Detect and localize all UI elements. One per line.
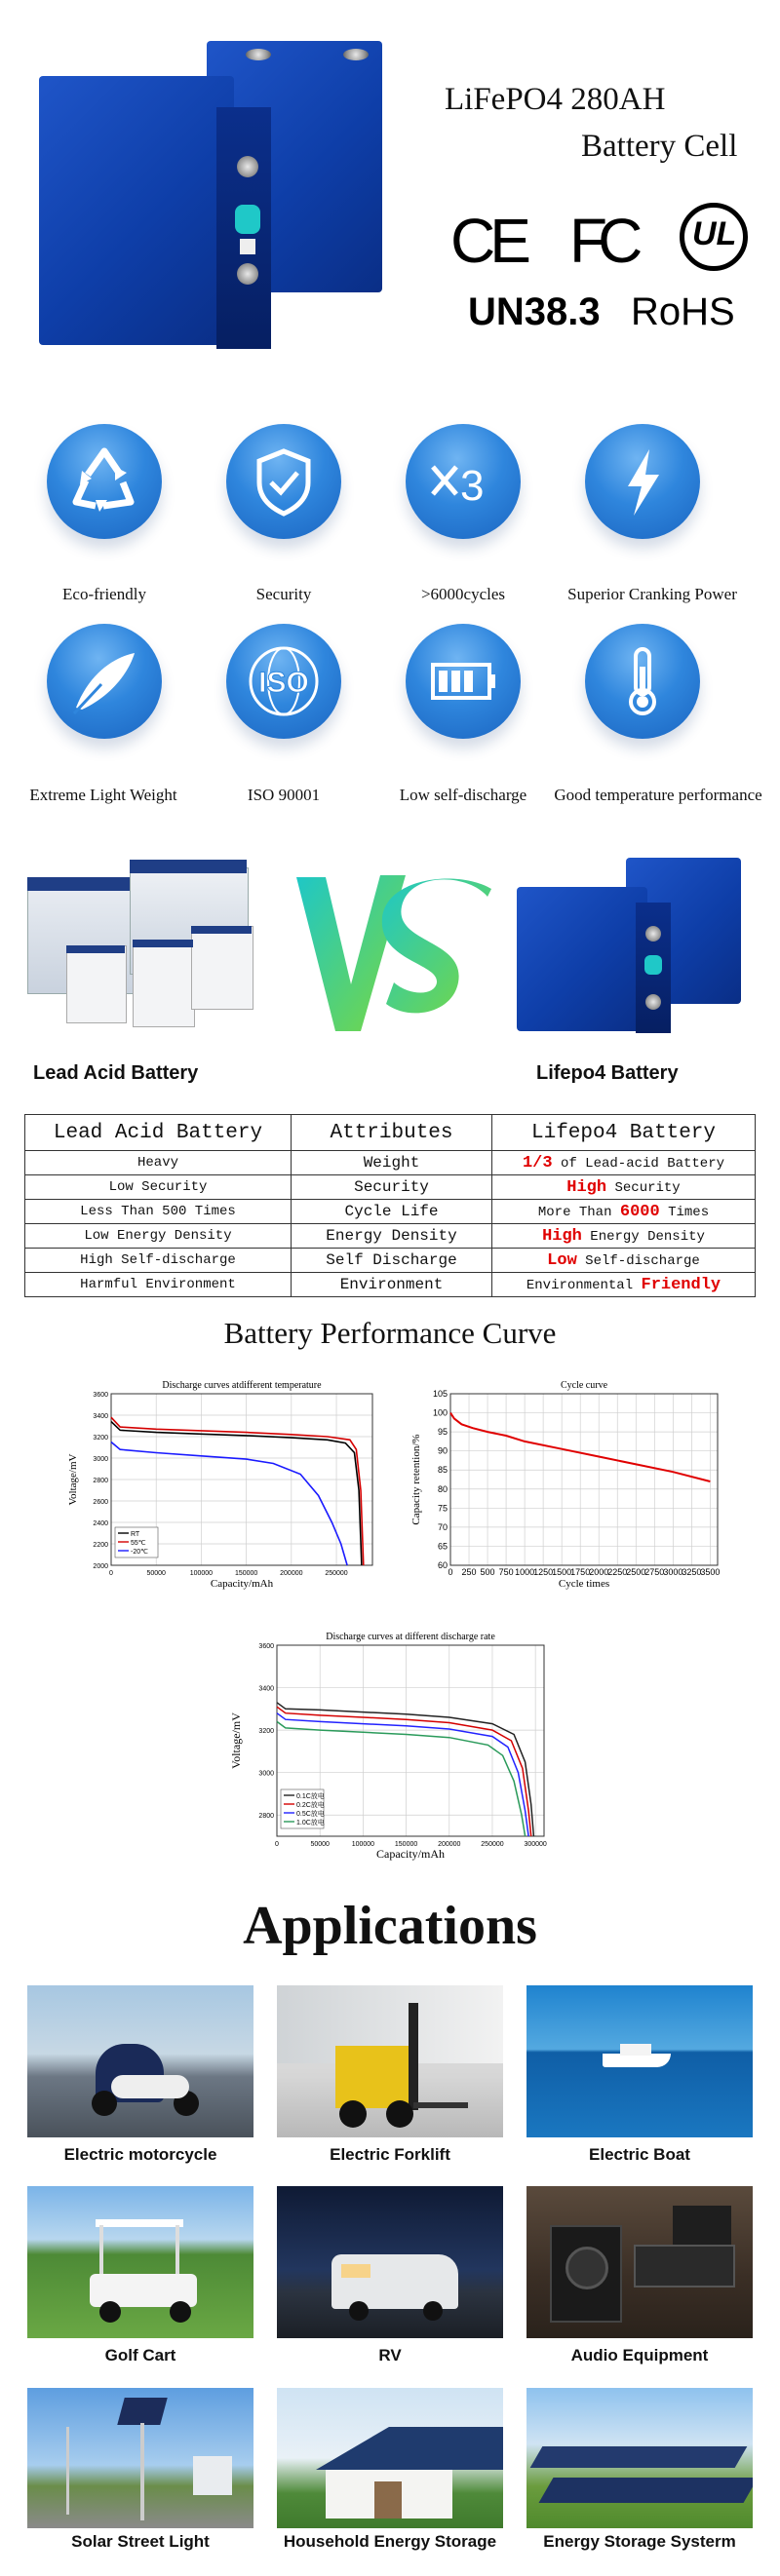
x-tick-label: 50000 (146, 1570, 166, 1577)
plot-frame (450, 1394, 718, 1565)
table-cell: Security (292, 1175, 492, 1200)
x-tick-label: 100000 (189, 1570, 214, 1577)
svg-text:3: 3 (460, 462, 485, 510)
table-row (25, 1200, 756, 1224)
svg-text:ISO: ISO (258, 667, 309, 699)
x-tick-label: 1500 (552, 1567, 572, 1577)
table-row (25, 1273, 756, 1297)
y-tick-label: 65 (437, 1541, 448, 1552)
x-tick-label: 250 (461, 1567, 477, 1577)
feature-label-selfdischarge: Low self-discharge (399, 786, 527, 804)
app-label-rv: RV (378, 2346, 402, 2365)
app-label-forklift: Electric Forklift (330, 2145, 450, 2164)
table-header-row (25, 1115, 756, 1151)
feature-label-light: Extreme Light Weight (29, 786, 177, 804)
highlight-text: High (566, 1177, 607, 1197)
fc-mark: FC (569, 206, 634, 276)
x-tick-label: 150000 (394, 1841, 418, 1848)
y-tick-label: 105 (432, 1389, 448, 1399)
table-row (25, 1224, 756, 1249)
y-axis-label: Capacity retention/% (410, 1434, 422, 1525)
lead-acid-caption: Lead Acid Battery (33, 1062, 199, 1084)
applications-title: Applications (243, 1896, 537, 1956)
legend-label: 1.0C放电 (296, 1820, 325, 1826)
performance-title: Battery Performance Curve (223, 1316, 557, 1350)
battery-cell-front (39, 76, 234, 345)
app-label-energy-storage: Energy Storage Systerm (543, 2532, 736, 2551)
feature-label-cranking: Superior Cranking Power (567, 585, 737, 603)
comparison-table (24, 1114, 756, 1297)
y-tick-label: 3600 (258, 1643, 274, 1650)
y-tick-label: 75 (437, 1503, 448, 1514)
y-tick-label: 2800 (93, 1478, 108, 1484)
legend-label: 55℃ (131, 1540, 146, 1547)
x-tick-label: 2000 (589, 1567, 609, 1577)
table-header-cell: Lifepo4 Battery (492, 1115, 756, 1151)
y-tick-label: 80 (437, 1483, 448, 1494)
x-tick-label: 500 (480, 1567, 495, 1577)
golf-cart-photo (27, 2186, 254, 2338)
y-tick-label: 3000 (258, 1770, 274, 1778)
shield-check-icon (226, 424, 341, 539)
lifepo4-caption: Lifepo4 Battery (536, 1062, 679, 1084)
x-tick-label: 50000 (310, 1841, 330, 1848)
lead-acid-battery-image (27, 858, 261, 1033)
app-label-household: Household Energy Storage (283, 2532, 497, 2551)
x-tick-label: 200000 (438, 1841, 461, 1848)
table-row (25, 1249, 756, 1273)
table-cell: High Self-discharge (25, 1249, 292, 1273)
feature-label-eco: Eco-friendly (62, 585, 146, 603)
x-tick-label: 2750 (644, 1567, 665, 1577)
y-tick-label: 70 (437, 1521, 448, 1532)
legend-label: -20℃ (131, 1549, 148, 1556)
highlight-text: Low (547, 1250, 577, 1270)
vent-valve-icon (235, 205, 260, 234)
battery-level-icon (406, 624, 521, 739)
x-tick-label: 0 (109, 1570, 113, 1577)
feature-label-temperature: Good temperature performance (554, 786, 762, 804)
y-tick-label: 3200 (93, 1435, 108, 1442)
feature-label-iso: ISO 90001 (247, 786, 321, 804)
ce-mark: CE (450, 206, 526, 276)
table-cell: Environment (292, 1273, 492, 1297)
highlight-text: 1/3 (522, 1153, 553, 1173)
app-label-boat: Electric Boat (589, 2145, 690, 2164)
y-tick-label: 95 (437, 1427, 448, 1438)
thermometer-icon (585, 624, 700, 739)
ul-mark (680, 203, 748, 271)
x-tick-label: 250000 (325, 1570, 348, 1577)
y-tick-label: 2400 (93, 1520, 108, 1527)
feature-label-security: Security (255, 585, 312, 603)
y-tick-label: 3400 (258, 1685, 274, 1693)
solar-farm-photo (526, 2388, 753, 2528)
legend-label: 0.1C放电 (296, 1793, 325, 1800)
y-tick-label: 3200 (258, 1728, 274, 1736)
terminal-icon (246, 49, 271, 60)
x-tick-label: 300000 (524, 1841, 547, 1848)
hero-title-line2: Battery Cell (581, 129, 738, 164)
ul-mark-text: UL (692, 215, 737, 252)
app-label-audio: Audio Equipment (570, 2346, 709, 2365)
table-cell: Energy Density (292, 1224, 492, 1249)
table-cell: Less Than 500 Times (25, 1200, 292, 1224)
lightning-icon (585, 424, 700, 539)
x-tick-label: 250000 (481, 1841, 504, 1848)
discharge-rate-chart (224, 1618, 556, 1881)
app-label-golf-cart: Golf Cart (104, 2346, 176, 2365)
y-tick-label: 60 (437, 1560, 448, 1570)
x-tick-label: 150000 (234, 1570, 258, 1577)
forklift-photo (277, 1985, 503, 2137)
table-cell: Weight (292, 1151, 492, 1175)
x-tick-label: 200000 (280, 1570, 303, 1577)
x-tick-label: 0 (275, 1841, 279, 1848)
x-tick-label: 2250 (607, 1567, 628, 1577)
x-tick-label: 100000 (351, 1841, 375, 1848)
recycle-icon (47, 424, 162, 539)
y-tick-label: 2000 (93, 1563, 108, 1570)
table-header-cell: Lead Acid Battery (25, 1115, 292, 1151)
iso-globe-icon (226, 624, 341, 739)
table-cell: Low Self-discharge (492, 1249, 756, 1273)
y-axis-label: Voltage/mV (229, 1712, 243, 1769)
terminal-icon (237, 156, 258, 177)
x-axis-label: Capacity/mAh (376, 1847, 445, 1861)
boat-photo (526, 1985, 753, 2137)
y-tick-label: 100 (432, 1407, 448, 1418)
x-tick-label: 1000 (515, 1567, 535, 1577)
x-tick-label: 1250 (533, 1567, 554, 1577)
feather-icon (47, 624, 162, 739)
table-cell: High Energy Density (492, 1224, 756, 1249)
audio-photo (526, 2186, 753, 2338)
highlight-text: Friendly (641, 1275, 722, 1294)
table-cell: Low Energy Density (25, 1224, 292, 1249)
terminal-icon (237, 263, 258, 285)
app-label-motorcycle: Electric motorcycle (63, 2145, 217, 2164)
legend-label: RT (131, 1531, 140, 1538)
x-tick-label: 750 (498, 1567, 514, 1577)
table-cell: Environmental Friendly (492, 1273, 756, 1297)
y-tick-label: 2600 (93, 1499, 108, 1506)
table-cell: Heavy (25, 1151, 292, 1175)
y-axis-label: Voltage/mV (67, 1453, 79, 1506)
table-row (25, 1151, 756, 1175)
cycle-curve-chart (408, 1366, 729, 1610)
un383-mark: UN38.3 (468, 290, 601, 333)
y-tick-label: 3400 (93, 1413, 108, 1420)
discharge-temperature-chart (62, 1366, 384, 1610)
table-cell: High Security (492, 1175, 756, 1200)
x-tick-label: 1750 (570, 1567, 591, 1577)
y-tick-label: 90 (437, 1445, 448, 1456)
rohs-mark: RoHS (631, 290, 735, 333)
table-cell: Self Discharge (292, 1249, 492, 1273)
y-tick-label: 85 (437, 1465, 448, 1476)
app-label-street-light: Solar Street Light (71, 2532, 210, 2551)
table-cell: Cycle Life (292, 1200, 492, 1224)
rv-photo (277, 2186, 503, 2338)
feature-label-cycles: >6000cycles (420, 585, 506, 603)
y-tick-label: 2200 (93, 1542, 108, 1549)
hero-title-line1: LiFePO4 280AH (445, 82, 666, 117)
chart-title: Discharge curves at different discharge rate (326, 1632, 495, 1642)
vs-text: VS (395, 1033, 397, 1034)
times-three-icon (406, 424, 521, 539)
x-tick-label: 3000 (663, 1567, 683, 1577)
highlight-text: 6000 (619, 1202, 660, 1221)
chart-title: Discharge curves atdifferent temperature (162, 1380, 322, 1391)
x-tick-label: 0 (448, 1567, 453, 1577)
table-cell: 1/3 of Lead-acid Battery (492, 1151, 756, 1175)
solar-street-light-photo (27, 2388, 254, 2528)
legend-label: 0.2C放电 (296, 1802, 325, 1809)
terminal-square (240, 239, 255, 254)
x-axis-label: Cycle times (558, 1578, 610, 1590)
table-cell: Harmful Environment (25, 1273, 292, 1297)
terminal-icon (343, 49, 369, 60)
y-tick-label: 3000 (93, 1456, 108, 1463)
table-row (25, 1175, 756, 1200)
chart-title: Cycle curve (560, 1380, 608, 1391)
y-tick-label: 2800 (258, 1813, 274, 1821)
table-cell: Low Security (25, 1175, 292, 1200)
lifepo4-battery-image (517, 858, 760, 1043)
y-tick-label: 3600 (93, 1392, 108, 1399)
vs-graphic (292, 867, 497, 1043)
legend-label: 0.5C放电 (296, 1811, 325, 1818)
highlight-text: High (542, 1226, 582, 1246)
motorcycle-photo (27, 1985, 254, 2137)
x-axis-label: Capacity/mAh (210, 1578, 274, 1590)
table-cell: More Than 6000 Times (492, 1200, 756, 1224)
house-solar-photo (277, 2388, 503, 2528)
x-tick-label: 2500 (626, 1567, 646, 1577)
x-tick-label: 3500 (700, 1567, 721, 1577)
table-header-cell: Attributes (292, 1115, 492, 1151)
x-tick-label: 3250 (682, 1567, 702, 1577)
